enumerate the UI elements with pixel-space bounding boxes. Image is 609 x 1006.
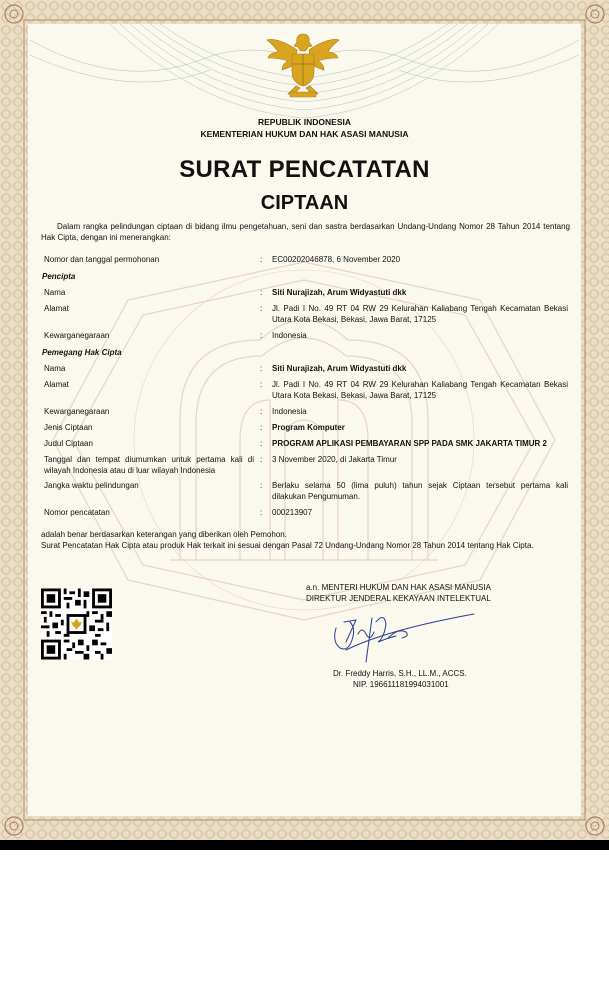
- bottom-bar: [0, 840, 609, 850]
- field-colon: :: [260, 288, 263, 297]
- header-ministry: KEMENTERIAN HUKUM DAN HAK ASASI MANUSIA: [200, 129, 409, 139]
- field-colon: :: [260, 364, 263, 373]
- intro-paragraph: Dalam rangka pelindungan ciptaan di bidang ilmu pengetahuan, seni dan sastra berdasarkan Undang-Undang Nomor 28 Tahun 2014 tentang Hak Cipta, dengan ini menerangkan:: [41, 222, 570, 242]
- field-value-jangka: Berlaku selama 50 (lima puluh) tahun sejak Ciptaan tersebut pertama kali dilakukan Pengumuman.: [272, 481, 568, 501]
- field-value-pencipta-alamat: Jl. Padi I No. 49 RT 04 RW 29 Kelurahan Kaliabang Tengah Kecamatan Bekasi Utara Kota Bekasi, Bekasi, Jawa Barat, 17125: [272, 304, 568, 324]
- field-colon: :: [260, 508, 263, 517]
- field-label: Jenis Ciptaan: [44, 423, 93, 432]
- field-label: Nama: [44, 288, 66, 297]
- field-colon: :: [260, 423, 263, 432]
- field-colon: :: [260, 407, 263, 416]
- section-pemegang: Pemegang Hak Cipta: [42, 348, 122, 357]
- field-value-pencipta-kewarganegaraan: Indonesia: [272, 331, 307, 340]
- field-label: Kewarganegaraan: [44, 407, 110, 416]
- field-label: Alamat: [44, 304, 69, 313]
- signatory-nip: NIP. 196611181994031001: [353, 680, 449, 689]
- closing-line-1: adalah benar berdasarkan keterangan yang diberikan oleh Pemohon.: [41, 530, 287, 539]
- field-colon: :: [260, 481, 263, 490]
- field-value-nomor-pencatatan: 000213907: [272, 508, 313, 517]
- field-colon: :: [260, 380, 263, 389]
- field-colon: :: [260, 439, 263, 448]
- signatory-name: Dr. Freddy Harris, S.H., LL.M., ACCS.: [333, 669, 467, 678]
- page-title: SURAT PENCATATAN: [179, 156, 430, 183]
- section-pencipta: Pencipta: [42, 272, 76, 281]
- field-value-pemegang-kewarganegaraan: Indonesia: [272, 407, 307, 416]
- field-label: Kewarganegaraan: [44, 331, 110, 340]
- signature-on-behalf: a.n. MENTERI HUKUM DAN HAK ASASI MANUSIA: [306, 583, 491, 592]
- closing-line-2: Surat Pencatatan Hak Cipta atau produk Hak terkait ini sesuai dengan Pasal 72 Undang-Undang Nomor 28 Tahun 2014 tentang Hak Cipta.: [41, 541, 534, 550]
- field-value-pemegang-alamat: Jl. Padi I No. 49 RT 04 RW 29 Kelurahan Kaliabang Tengah Kecamatan Bekasi Utara Kota Bekasi, Bekasi, Jawa Barat, 17125: [272, 380, 568, 400]
- field-colon: :: [260, 304, 263, 313]
- field-value-jenis: Program Komputer: [272, 423, 345, 432]
- field-value-pencipta-nama: Siti Nurajizah, Arum Widyastuti dkk: [272, 288, 407, 297]
- field-colon: :: [260, 331, 263, 340]
- field-value-judul: PROGRAM APLIKASI PEMBAYARAN SPP PADA SMK JAKARTA TIMUR 2: [272, 439, 547, 448]
- field-label: Nomor dan tanggal permohonan: [44, 255, 160, 264]
- field-value-pemegang-nama: Siti Nurajizah, Arum Widyastuti dkk: [272, 364, 407, 373]
- field-colon: :: [260, 455, 263, 464]
- field-label: Nama: [44, 364, 66, 373]
- field-label: Nomor pencatatan: [44, 508, 110, 517]
- qr-code-icon: [41, 588, 112, 660]
- page-subtitle: CIPTAAN: [260, 192, 349, 214]
- field-value-nomor-tanggal: EC00202046878, 6 November 2020: [272, 255, 401, 264]
- field-label: Tanggal dan tempat diumumkan untuk pertama kali di wilayah Indonesia atau di luar wilayah Indonesia: [44, 455, 254, 475]
- field-label: Alamat: [44, 380, 69, 389]
- header-republic: REPUBLIK INDONESIA: [257, 117, 352, 127]
- signature-position: DIREKTUR JENDERAL KEKAYAAN INTELEKTUAL: [306, 594, 491, 603]
- field-label: Jangka waktu pelindungan: [44, 481, 139, 490]
- field-value-tanggal-umum: 3 November 2020, di Jakarta Timur: [272, 455, 397, 464]
- field-label: Judul Ciptaan: [44, 439, 93, 448]
- field-colon: :: [260, 255, 263, 264]
- signature-scribble: [326, 608, 476, 666]
